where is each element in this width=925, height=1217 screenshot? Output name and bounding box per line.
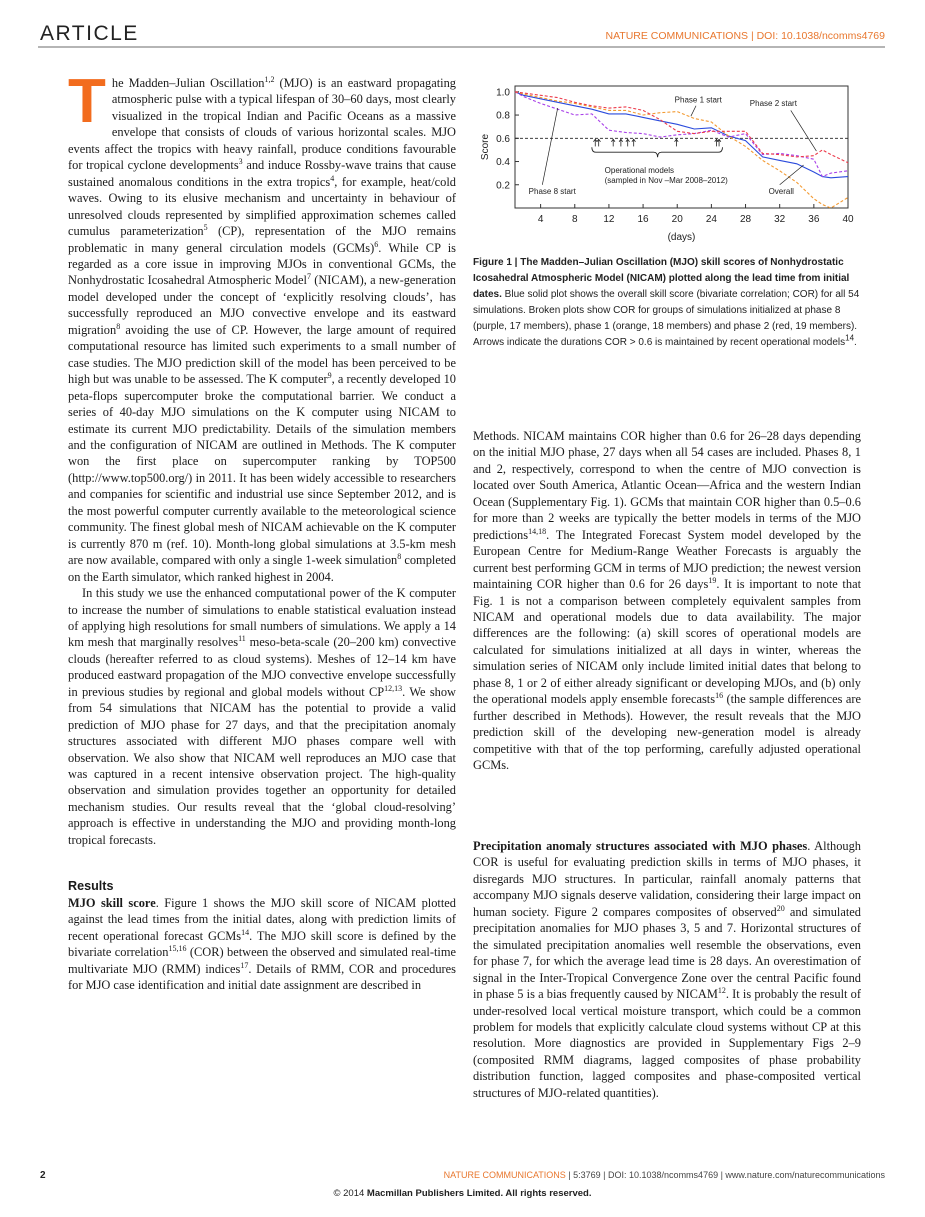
right-column-continuation (473, 428, 861, 774)
series-line-0 (515, 92, 848, 178)
right-column-precip (473, 838, 861, 1101)
citation-ref: 8 (397, 552, 402, 562)
y-tick-label: 1.0 (496, 87, 510, 99)
x-tick-label: 40 (842, 214, 854, 225)
brace-icon (592, 147, 723, 157)
y-tick-label: 0.8 (496, 110, 510, 122)
leader-line (791, 110, 817, 151)
leader-line (691, 106, 696, 116)
dropcap: T (68, 67, 106, 136)
annotation-phase1: Phase 1 start (674, 95, 722, 105)
citation-ref: 17 (240, 960, 249, 970)
leader-line (780, 165, 804, 185)
citation-ref: 3 (238, 157, 243, 167)
figure-1-chart (478, 82, 866, 252)
copyright-notice: © 2014 Macmillan Publishers Limited. All rights reserved. (333, 1188, 592, 1199)
figure-1-caption: Figure 1 | The Madden–Julian Oscillation (MJO) skill scores of Nonhydrostatic Icosahedral Atmospheric Model (NICAM) plotted along the lead time from initial dates. Blue solid plot shows the overall skill score (bivariate correlation; COR) for all 54 simulations. Broken plots show COR for groups of simulations initialized at phase 8 (purple, 17 members), phase 1 (orange, 18 members) and phase 2 (red, 19 members). Arrows indicate the durations COR > 0.6 is maintained by recent operational models$^{14}$. (473, 257, 860, 348)
x-tick-label: 20 (671, 214, 683, 225)
footer-brand: NATURE COMMUNICATIONS (443, 1170, 566, 1180)
subsection-runin-mjo-skill: MJO skill score (68, 895, 156, 910)
caption-title: Figure 1 | The Madden–Julian Oscillation (MJO) skill scores of Nonhydrostatic Icosahedral Atmospheric Model (NICAM) plotted along the lead time from initial dates. (473, 257, 850, 300)
citation-ref: 19 (708, 575, 717, 585)
citation-ref: 5 (203, 222, 208, 232)
citation-ref: 14,18 (528, 526, 547, 536)
left-column (68, 67, 457, 993)
y-tick-label: 0.2 (496, 180, 510, 192)
annotation-operational-models: Operational models (604, 166, 675, 176)
citation-ref: 12,13 (384, 683, 403, 693)
journal-doi-header: NATURE COMMUNICATIONS | DOI: 10.1038/ncomms4769 (605, 30, 885, 42)
footer-journal-ref: NATURE COMMUNICATIONS | 5:3769 | DOI: 10.1038/ncomms4769 | www.nature.com/naturecommunications (443, 1170, 885, 1180)
x-tick-label: 28 (739, 214, 752, 225)
citation-ref: 7 (306, 272, 311, 282)
citation-ref: 16 (715, 691, 724, 701)
annotation-phase2: Phase 2 start (749, 98, 797, 108)
intro-paragraph-1: The Madden–Julian Oscillation$^{1,2}$ (MJO) is an eastward propagating atmospheric pulse with a typical lifespan of 30–60 days, most clearly visualized in the tropical Indian and Pacific Oceans as a massive envelope that consists of clouds of various horizontal scales. MJO events affect the tropics with heavy rainfall, produce conditions favourable for tropical cyclone developments$^3$ and induce Rossby-wave trains that cause sustained anomalous conditions in the extra tropics$^4$, for example, heat/cold waves. Owing to its elusive mechanism and uncertainty in behaviour of unresolved clouds represented by simplified approximation schemes called cumulus parameterization$^5$ (CP), representation of the MJO remains problematic in many general circulation models (GCMs)$^6$. While CP is regarded as a core issue in improving MJOs in conventional GCMs, the Nonhydrostatic Icosahedral Atmospheric Model$^7$ (NICAM), a new-generation model developed under the concept of ‘explicitly resolving clouds’, has successfully reproduced an MJO convective envelope and its eastward migration$^8$ avoiding the use of CP. However, the large amount of required computational resource has limited such experiments to a small number of case studies. The MJO prediction skill of the model has been perceived to be high but was unable to be assessed. The K computer$^9$, a recently developed 10 peta-flops supercomputer broke the computational barrier. We conduct a series of 40-day MJO simulations on the K computer using NICAM to estimate its current MJO predictability. Details of the simulation members and the configuration of NICAM are outlined in Methods. The K computer won the first place on supercomputer ranking by TOP500 (http://www.top500.org/) in 2011. It has been widely accessible to researchers and companies for scientific and industrial use since September 2012, and is the most powerful computer currently available to the meteorological science community. The finest global mesh of NICAM achievable on the K computer is currently 870 m (ref. 10). Month-long global simulations at 3.5-km mesh are now available, compared with only a single 1-week simulation$^8$ completed on the Earth simulator, which ranked highest in 2004. (68, 67, 456, 584)
x-axis-label: (days) (667, 232, 696, 243)
section-label: ARTICLE (40, 22, 139, 45)
x-tick-label: 16 (637, 214, 649, 225)
x-tick-label: 12 (603, 214, 615, 225)
x-tick-label: 4 (537, 214, 544, 225)
citation-ref: 11 (238, 634, 246, 644)
continuation-paragraph: Methods. NICAM maintains COR higher than 0.6 for 26–28 days depending on the initial MJO phase, 27 days when all 54 cases are included. Phases 8, 1 and 2, respectively, correspond to when the centre of MJO convection is located over South America, Atlantic Ocean—Africa and the western Indian Ocean (Supplementary Fig. 1). GCMs that maintain COR higher than 0.5–0.6 for more than 2 weeks are typically the better models in terms of the MJO predictions$^{14,18}$. The Integrated Forecast System model developed by the European Centre for Medium-Range Weather Forecasts is arguably the current best performing GCM in terms of MJO prediction; the newest version maintaining COR higher than 0.6 for 26 days$^{19}$. It is important to note that Fig. 1 is not a comparison between completely equivalent samples from NICAM and operational models due to data availability. The major differences are the following: (a) skill scores of operational models are calculated for simulations initialized at all days in winter, whereas the simulation series of NICAM only include limited initial dates that belong to phase 8, 1 or 2 of either already significant or developing MJOs, and (b) only the operational models apply ensemble forecasts$^{16}$ (the sample differences are further described in Methods). However, the result reveals that the MJO prediction skill of the developing new-generation model is already competitive with that of the top performing, carefully adjusted operational GCMs. (473, 429, 862, 773)
annotation-sampling-period: (sampled in Nov –Mar 2008–2012) (604, 176, 728, 186)
citation-ref: 6 (374, 239, 379, 249)
y-axis-label: Score (480, 133, 491, 161)
page-number: 2 (40, 1170, 46, 1181)
annotation-phase8: Phase 8 start (528, 187, 576, 197)
section-heading-results: Results (68, 879, 114, 894)
results-paragraph: MJO skill score. Figure 1 shows the MJO skill score of NICAM plotted against the lead times from the initial dates, along with prediction limits of recent operational forecast GCMs$^{14}$. The MJO skill score is defined by the bivariate correlation$^{15,16}$ (COR) between the observed and simulated real-time multivariate MJO (RMM) indices$^{17}$. Details of RMM, COR and procedures for MJO case identification and initial date assignment are described in (68, 895, 457, 993)
x-tick-label: 32 (774, 214, 786, 225)
caption-ref: 14 (845, 333, 855, 343)
leader-line (542, 108, 557, 185)
annotation-overall: Overall (768, 187, 794, 197)
intro-paragraph-2: In this study we use the enhanced computational power of the K computer to increase the number of simulations to enable statistical evaluation instead of applying high resolutions for small numbers of simulations. We apply a 14 km mesh that marginally resolves$^{11}$ meso-beta-scale (20–200 km) convective clouds (hereafter referred to as cloud systems). Meshes of 12–14 km have produced eastward propagation of the MJO convective envelope successfully in previous studies by regional and global models without CP$^{12,13}$. We show from 54 simulations that NICAM has the potential to provide a valid prediction of MJO phase for 27 days, and that the precipitation anomaly structures associated with different MJO phases compare well with observation. We also show that NICAM well reproduces an MJO case that was captured in a recent intensive observation project. The high-quality observation and simulation provides together an opportunity for detailed mechanism studies. Our results reveal that the ‘global cloud-resolving’ approach is effective in understanding the MJO and providing month-long tropical forecasts. (68, 586, 457, 847)
citation-ref: 9 (327, 371, 332, 381)
citation-ref: 1,2 (264, 74, 275, 84)
x-tick-label: 8 (571, 214, 578, 225)
citation-ref: 15,16 (168, 943, 187, 953)
citation-ref: 4 (330, 173, 335, 183)
caption-text: Blue solid plot shows the overall skill score (bivariate correlation; COR) for all 54 simulations. Broken plots show COR for groups of simulations initialized at phase 8 (purple, 17 members), phase 1 (orange, 18 members) and phase 2 (red, 19 members). Arrows indicate the durations COR > 0.6 is maintained by recent operational models (473, 289, 860, 348)
x-tick-label: 36 (808, 214, 820, 225)
citation-ref: 14 (241, 927, 250, 937)
citation-ref: 20 (776, 903, 785, 913)
precip-paragraph: Precipitation anomaly structures associated with MJO phases. Although COR is useful for evaluating prediction skills in terms of MJO phases, it disregards MJO structures. In particular, rainfall anomaly patterns that accompany MJO signals deserve validation, considering their large impact on human society. Figure 2 compares composites of observed$^{20}$ and simulated precipitation anomalies for MJO phases 3, 5 and 7. Horizontal structures of the simulated precipitation anomalies well resemble the observations, even for phase 7, for which the average lead time is 28 days. An overestimation of signal in the Inter-Tropical Convergence Zone over the central Pacific found in phase 5 is a bias frequently caused by NICAM$^{12}$. It is probably the result of under-resolved local vertical moisture transport, which could be a common problem for models that explicitly calculate cloud systems without CP at this resolution. More diagnostics are provided in Supplementary Figs 2–9 (composited RMM diagrams, lagged composites of phase probability distribution function, lagged composites and phase-composited vertical structures of MJO-related quantities). (473, 839, 862, 1100)
subsection-runin-precip: Precipitation anomaly structures associated with MJO phases (473, 839, 808, 853)
y-tick-label: 0.4 (496, 157, 510, 169)
citation-ref: 12 (717, 985, 726, 995)
header-rule (38, 46, 885, 48)
citation-ref: 8 (116, 321, 121, 331)
x-tick-label: 24 (705, 214, 717, 225)
y-tick-label: 0.6 (496, 133, 510, 145)
skill-score-chart (478, 82, 866, 252)
